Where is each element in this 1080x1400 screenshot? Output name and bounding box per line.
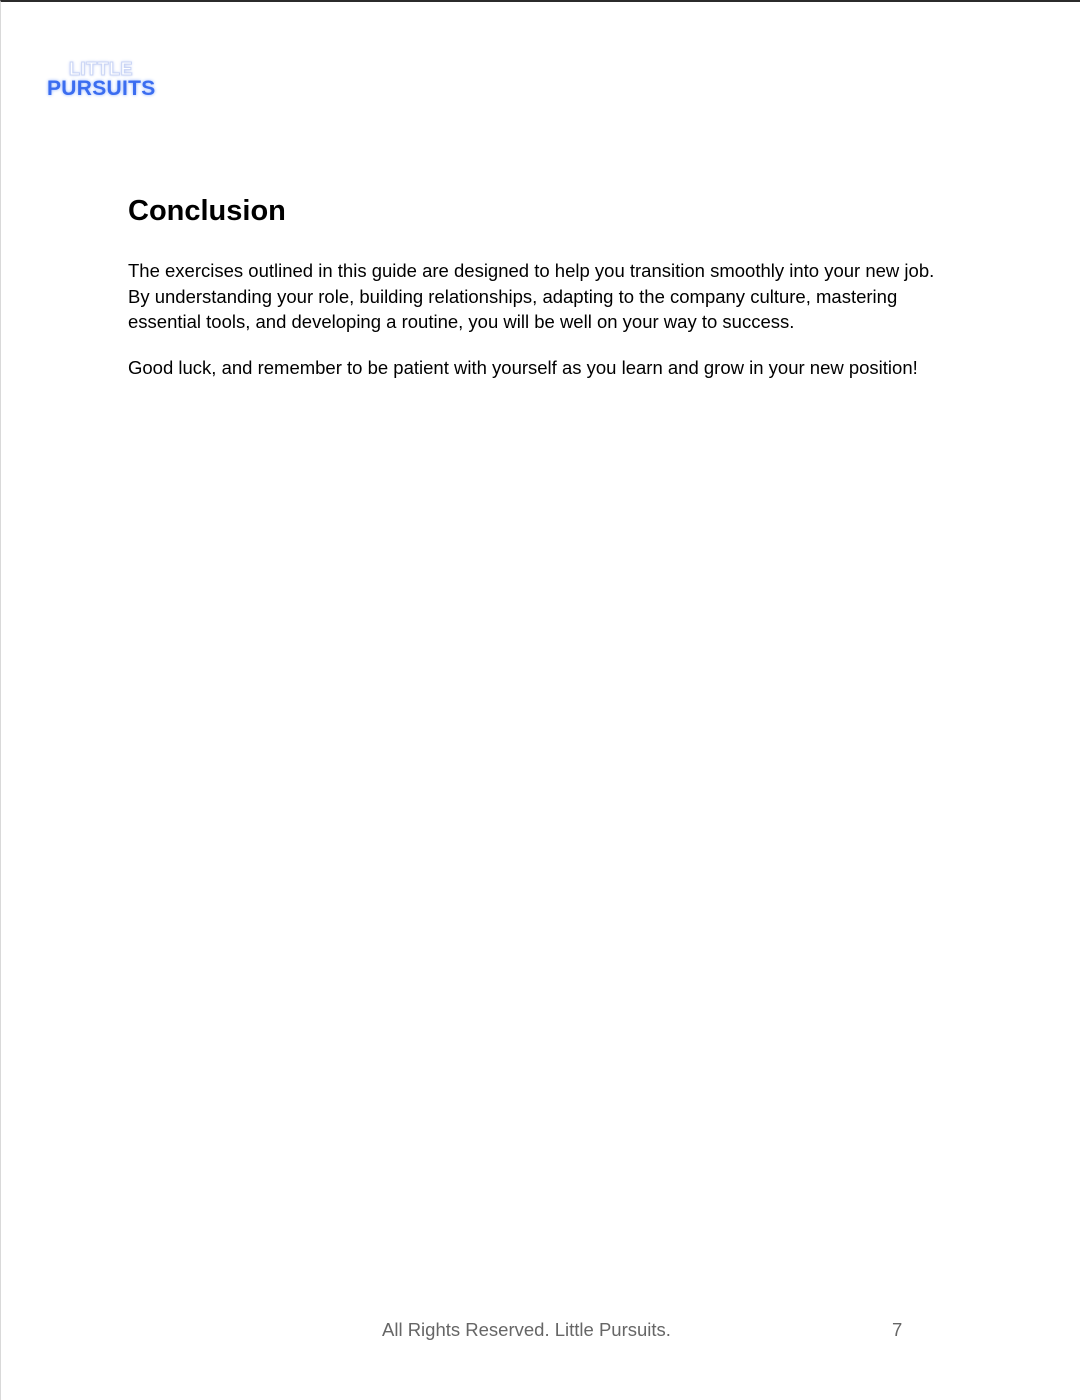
- footer-copyright: All Rights Reserved. Little Pursuits.: [382, 1319, 671, 1340]
- page-content: [128, 192, 958, 400]
- section-heading: Conclusion: [128, 195, 286, 227]
- paragraph-summary: The exercises outlined in this guide are designed to help you transition smoothly into your new job. By understanding your role, building relationships, adapting to the company culture, mastering essential tools, and developing a routine, you will be well on your way to success.: [128, 260, 935, 332]
- page-number: 7: [892, 1319, 903, 1340]
- paragraph-closing: Good luck, and remember to be patient with yourself as you learn and grow in your new position!: [128, 356, 918, 378]
- logo-line-pursuits: PURSUITS: [47, 77, 156, 100]
- logo-line-little: LITTLE: [69, 59, 133, 79]
- brand-logo: [47, 60, 177, 102]
